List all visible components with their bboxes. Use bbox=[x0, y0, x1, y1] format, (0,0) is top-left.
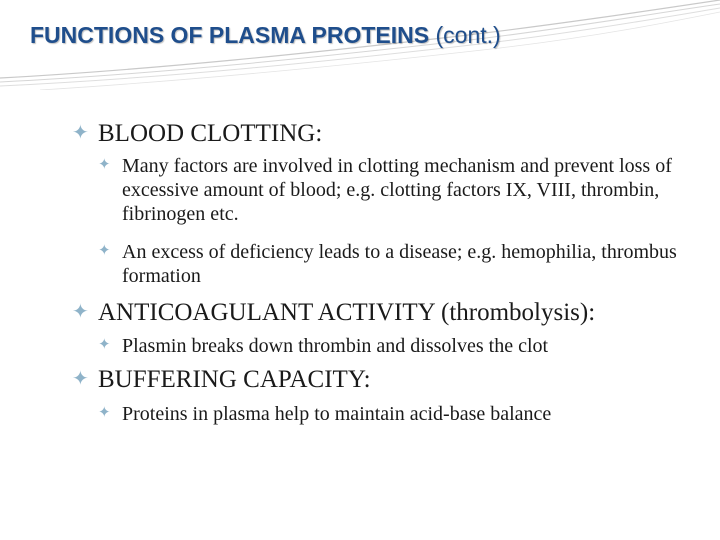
heading-text: BLOOD CLOTTING: bbox=[98, 120, 323, 147]
item-text: Plasmin breaks down thrombin and dissolves the clot bbox=[122, 335, 549, 357]
list-item bbox=[98, 402, 680, 426]
bullet-icon: ✦ bbox=[72, 368, 89, 390]
bullet-icon: ✦ bbox=[72, 301, 89, 323]
item-text: An excess of deficiency leads to a disease; e.g. hemophilia, thrombus formation bbox=[122, 241, 677, 287]
bullet-icon: ✦ bbox=[98, 243, 111, 259]
list-item bbox=[98, 240, 680, 288]
slide-title bbox=[30, 22, 501, 49]
section-heading-blood-clotting bbox=[72, 120, 680, 148]
title-main: FUNCTIONS OF PLASMA PROTEINS bbox=[30, 22, 430, 48]
heading-text: ANTICOAGULANT ACTIVITY (thrombolysis): bbox=[98, 299, 596, 326]
item-text: Proteins in plasma help to maintain acid-base balance bbox=[122, 403, 552, 425]
section-heading-buffering-capacity bbox=[72, 366, 680, 394]
bullet-icon: ✦ bbox=[98, 157, 111, 173]
list-item bbox=[98, 334, 680, 358]
heading-text: BUFFERING CAPACITY: bbox=[98, 366, 371, 393]
section-heading-anticoagulant-activity bbox=[72, 299, 680, 327]
item-text: Many factors are involved in clotting mechanism and prevent loss of excessive amount of blood; e.g. clotting factors IX, VIII, thrombin, fibrinogen etc. bbox=[122, 155, 672, 225]
list-item bbox=[98, 154, 680, 226]
bullet-icon: ✦ bbox=[72, 122, 89, 144]
bullet-icon: ✦ bbox=[98, 337, 111, 353]
title-suffix: (cont.) bbox=[435, 22, 501, 48]
bullet-icon: ✦ bbox=[98, 405, 111, 421]
